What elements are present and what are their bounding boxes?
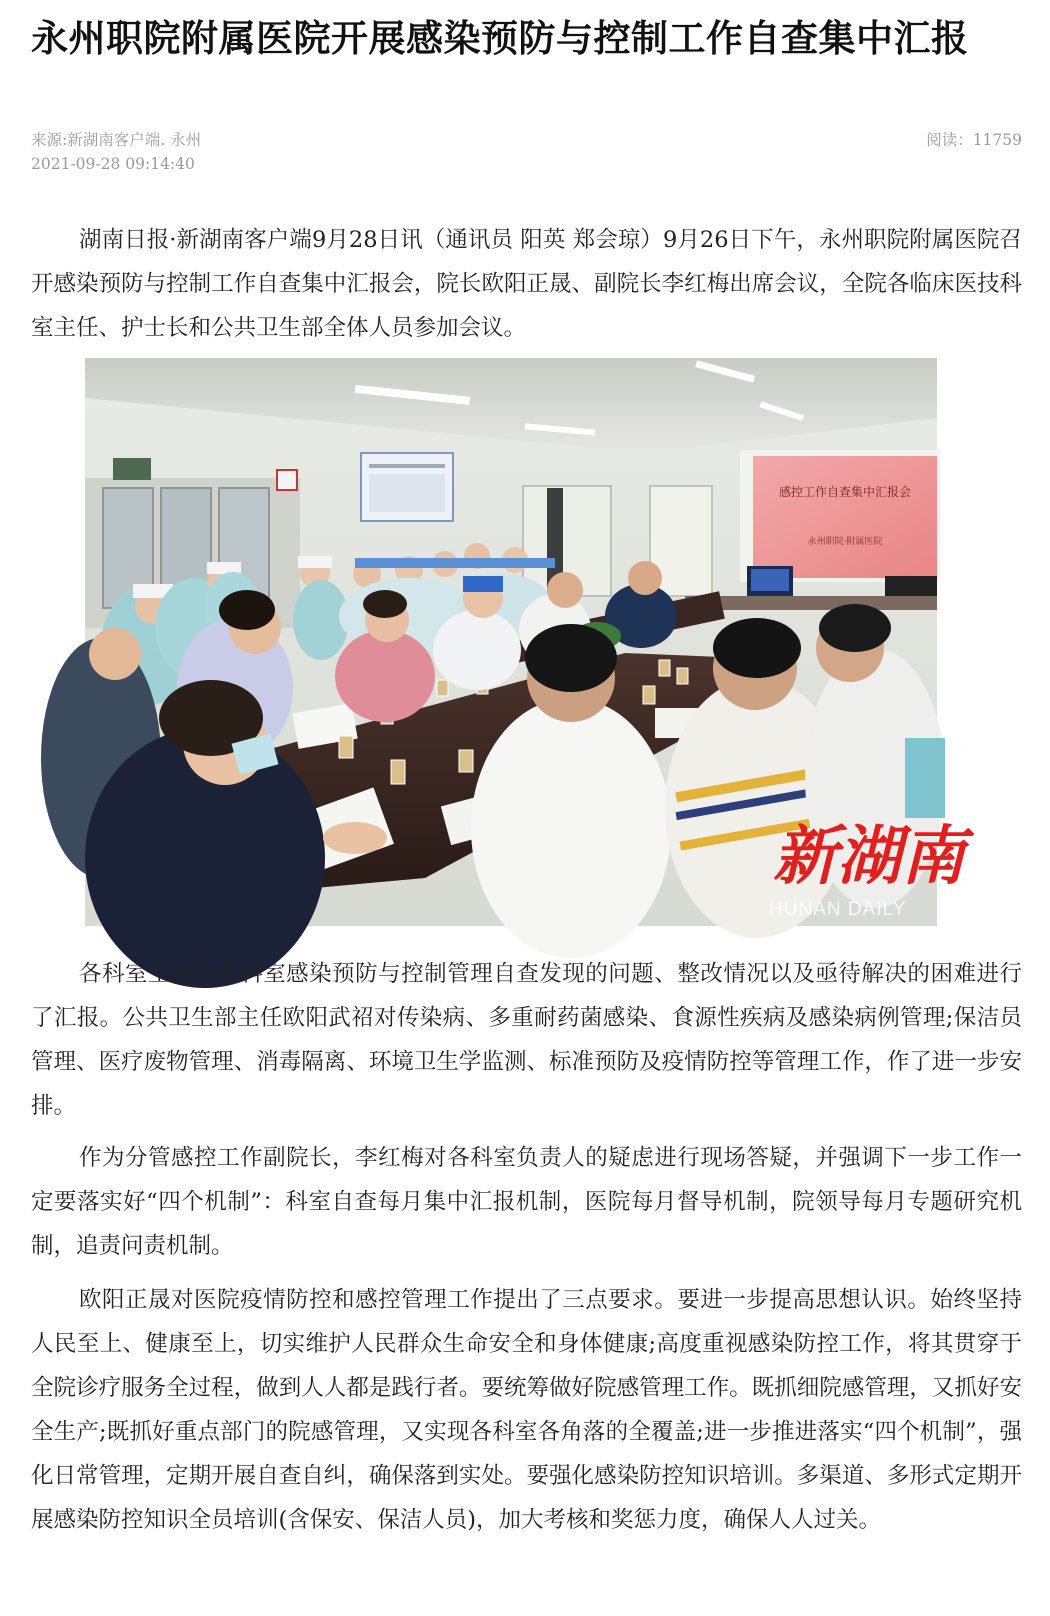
paragraph-3: 作为分管感控工作副院长，李红梅对各科室负责人的疑虑进行现场答疑，并强调下一步工作一定要落实好“四个机制”：科室自查每月集中汇报机制，医院每月督导机制，院领导每月专题研究机制，追责问责机制。	[31, 1145, 1022, 1259]
paragraph-4: 欧阳正晟对医院疫情防控和感控管理工作提出了三点要求。要进一步提高思想认识。始终坚持人民至上、健康至上，切实维护人民群众生命安全和身体健康;高度重视感染防控工作，将其贯穿于全院诊疗服务全过程，做到人人都是践行者。要统筹做好院感管理工作。既抓细院感管理，又抓好安全生产;既抓好重点部门的院感管理，又实现各科室各角落的全覆盖;进一步推进落实“四个机制”，强化日常管理，定期开展自查自纠，确保落到实处。要强化感染防控知识培训。多渠道、多形式定期开展感染防控知识全员培训(含保安、保洁人员)，加大考核和奖惩力度，确保人人过关。	[31, 1287, 1022, 1533]
screen-subcaption: 永州职院·附属医院	[807, 537, 883, 547]
meeting-photo	[85, 358, 965, 926]
read-count: 阅读：11759	[926, 131, 1022, 149]
hunan-watermark: 新湖南	[773, 819, 965, 894]
article-meta	[31, 128, 1022, 176]
hunan-daily-watermark: HUNAN DAILY	[769, 899, 907, 920]
paragraph-1: 湖南日报·新湖南客户端9月28日讯（通讯员 阳英 郑会琼）9月26日下午，永州职院附属医院召开感染预防与控制工作自查集中汇报会，院长欧阳正晟、副院长李红梅出席会议，全院各临床医技科室主任、护士长和公共卫生部全体人员参加会议。	[31, 227, 1022, 341]
publish-datetime: 2021-09-28 09:14:40	[31, 155, 195, 173]
article-title: 永州职院附属医院开展感染预防与控制工作自查集中汇报	[31, 17, 969, 60]
screen-caption: 感控工作自查集中汇报会	[778, 485, 912, 499]
paragraph-2: 各科室主任对本科室感染预防与控制管理自查发现的问题、整改情况以及亟待解决的困难进行了汇报。公共卫生部主任欧阳武祒对传染病、多重耐药菌感染、食源性疾病及感染病例管理;保洁员管理、医疗废物管理、消毒隔离、环境卫生学监测、标准预防及疫情防控等管理工作，作了进一步安排。	[31, 961, 1022, 1119]
article-source: 来源:新湖南客户端. 永州	[31, 131, 202, 149]
